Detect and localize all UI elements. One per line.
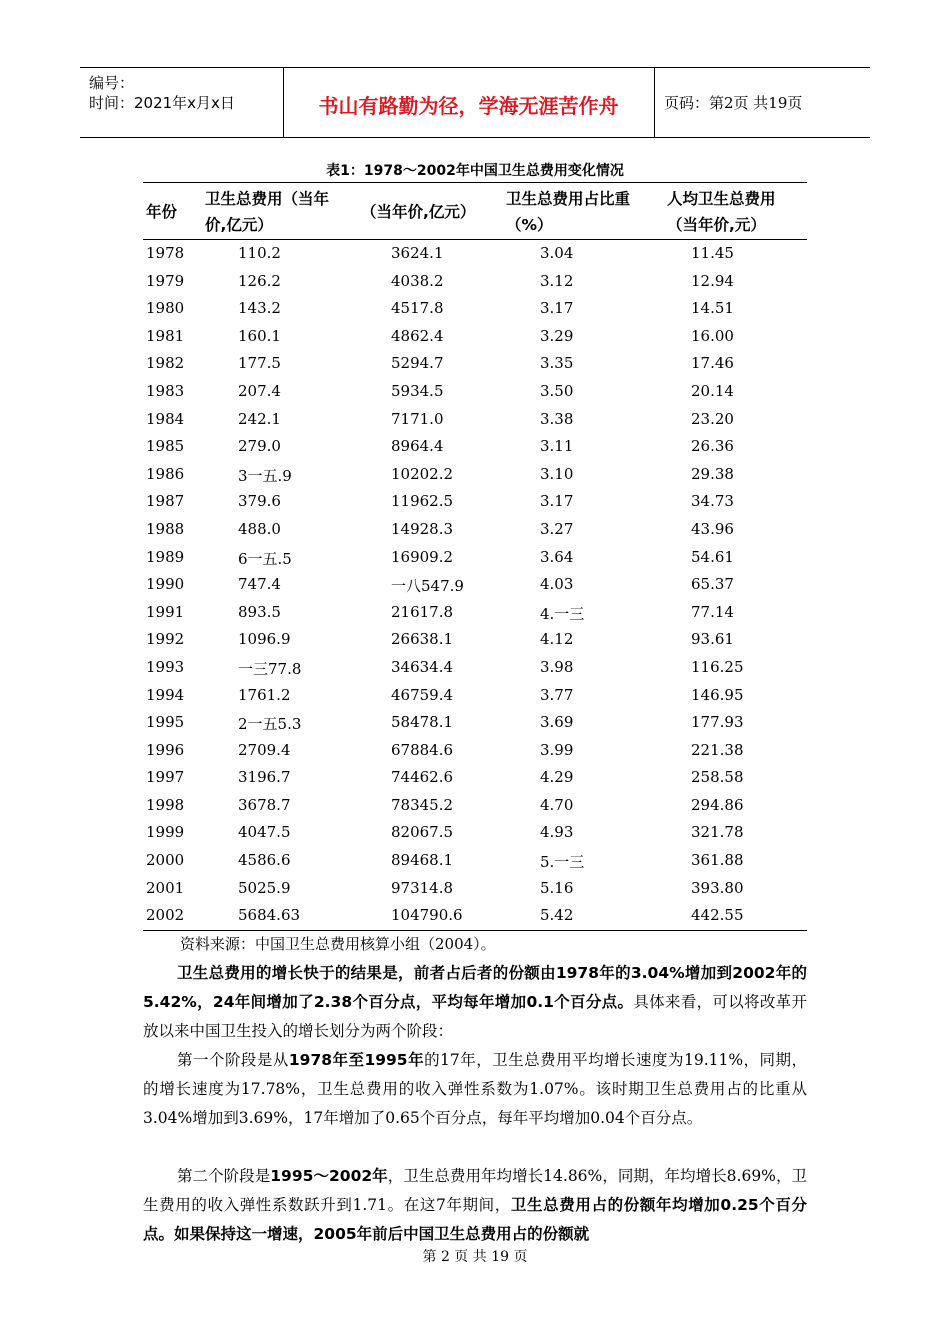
cell-gdp: 34634.4	[391, 657, 454, 676]
document-number-label: 编号：	[89, 74, 135, 92]
cell-per-capita: 146.95	[691, 685, 744, 704]
cell-total-expenditure: 126.2	[238, 271, 281, 290]
cell-share: 3.12	[540, 271, 574, 290]
header-page-cell	[654, 68, 870, 137]
cell-gdp: 16909.2	[391, 547, 454, 566]
cell-year: 1994	[146, 685, 185, 704]
cell-year: 1979	[146, 271, 185, 290]
page-footer: 第 2 页 共 19 页	[422, 1249, 528, 1265]
table-row	[143, 544, 807, 572]
paragraph-1-text: 具体来看，可以将改革开放以来中国卫生投入的增长划分为两个阶段：	[143, 993, 807, 1040]
cell-gdp: 10202.2	[391, 464, 454, 483]
paragraph-3	[143, 1162, 807, 1249]
table-row	[143, 819, 807, 847]
cell-per-capita: 16.00	[691, 326, 734, 345]
cell-per-capita: 34.73	[691, 492, 734, 511]
cell-total-expenditure: 488.0	[238, 519, 281, 538]
cell-total-expenditure: 3196.7	[238, 768, 291, 787]
cell-per-capita: 20.14	[691, 381, 734, 400]
table-body	[143, 240, 807, 930]
cell-share: 4.29	[540, 768, 574, 787]
table-row	[143, 433, 807, 461]
paragraph-1-bold: 卫生总费用的增长快于的结果是，前者占后者的份额由1978年的3.04%增加到2002年的5.42%，24年间增加了2.38个百分点，平均每年增加0.1个百分点。	[143, 964, 807, 1011]
cell-per-capita: 23.20	[691, 409, 734, 428]
cell-per-capita: 393.80	[691, 878, 744, 897]
table-top-rule	[143, 182, 807, 183]
table-row	[143, 571, 807, 599]
cell-year: 1988	[146, 519, 185, 538]
cell-share: 3.64	[540, 547, 574, 566]
cell-year: 1981	[146, 326, 185, 345]
paragraph-2-text-b: 的17年，卫生总费用平均增长速度为19.11%，同期，的增长速度为17.78%，卫生总费用的收入弹性系数为1.07%。该时期卫生总费用占的比重从3.04%增加到3.69%，17年增加了0.65个百分点，每年平均增加0.04个百分点。	[143, 1051, 807, 1127]
cell-per-capita: 77.14	[691, 602, 734, 621]
table-bottom-rule	[143, 930, 807, 931]
cell-share: 3.98	[540, 657, 574, 676]
cell-share: 3.69	[540, 713, 574, 732]
header-total-expenditure-line2: 价,亿元）	[205, 216, 273, 234]
table-row	[143, 268, 807, 296]
cell-per-capita: 12.94	[691, 271, 734, 290]
cell-gdp: 58478.1	[391, 713, 454, 732]
paragraph-2-text-a: 第一个阶段是从	[177, 1051, 289, 1069]
health-expenditure-table	[143, 182, 807, 930]
table-row	[143, 654, 807, 682]
cell-total-expenditure: 1761.2	[238, 685, 291, 704]
cell-total-expenditure: 207.4	[238, 381, 281, 400]
table-row	[143, 626, 807, 654]
table-row	[143, 764, 807, 792]
table-source-note: 资料来源：中国卫生总费用核算小组（2004）。	[180, 935, 496, 953]
cell-per-capita: 321.78	[691, 823, 744, 842]
cell-gdp: 8964.4	[391, 437, 444, 456]
table-row	[143, 875, 807, 903]
cell-year: 1986	[146, 464, 185, 483]
cell-gdp: 一八547.9	[391, 577, 464, 596]
cell-total-expenditure: 893.5	[238, 602, 281, 621]
cell-year: 1980	[146, 299, 185, 318]
cell-gdp: 4038.2	[391, 271, 444, 290]
cell-year: 1987	[146, 492, 185, 511]
paragraph-2-bold: 1978年至1995年	[288, 1051, 425, 1069]
header-per-capita-line2: （当年价,元）	[667, 216, 766, 234]
table-row	[143, 599, 807, 627]
cell-gdp: 4862.4	[391, 326, 444, 345]
header-year: 年份	[146, 203, 178, 221]
cell-per-capita: 93.61	[691, 630, 734, 649]
cell-total-expenditure: 177.5	[238, 354, 281, 373]
cell-gdp: 46759.4	[391, 685, 454, 704]
header-page-info: 页码：第2页 共19页	[664, 94, 803, 112]
cell-per-capita: 17.46	[691, 354, 734, 373]
cell-per-capita: 258.58	[691, 768, 744, 787]
cell-per-capita: 43.96	[691, 519, 734, 538]
cell-gdp: 14928.3	[391, 519, 454, 538]
cell-per-capita: 442.55	[691, 906, 744, 925]
cell-year: 2000	[146, 851, 185, 870]
header-total-expenditure-line1: 卫生总费用（当年	[205, 190, 330, 208]
header-motto-cell	[283, 68, 655, 137]
cell-share: 3.17	[540, 299, 574, 318]
cell-gdp: 89468.1	[391, 851, 454, 870]
cell-total-expenditure: 5025.9	[238, 878, 291, 897]
cell-per-capita: 14.51	[691, 299, 734, 318]
cell-year: 1991	[146, 602, 185, 621]
cell-total-expenditure: 4586.6	[238, 851, 291, 870]
cell-gdp: 5294.7	[391, 354, 444, 373]
cell-share: 4.一三	[540, 604, 585, 623]
table-row	[143, 902, 807, 930]
page-header	[80, 67, 870, 138]
cell-share: 3.77	[540, 685, 574, 704]
cell-share: 4.12	[540, 630, 574, 649]
cell-gdp: 4517.8	[391, 299, 444, 318]
header-share-line1: 卫生总费用占比重	[506, 190, 631, 208]
cell-total-expenditure: 5684.63	[238, 906, 301, 925]
table-row	[143, 792, 807, 820]
header-share-line2: （%）	[506, 216, 553, 234]
cell-share: 4.03	[540, 575, 574, 594]
table-row	[143, 323, 807, 351]
cell-year: 1983	[146, 381, 185, 400]
cell-year: 1982	[146, 354, 185, 373]
cell-gdp: 82067.5	[391, 823, 454, 842]
cell-per-capita: 65.37	[691, 575, 734, 594]
cell-year: 1989	[146, 547, 185, 566]
cell-gdp: 97314.8	[391, 878, 454, 897]
cell-gdp: 74462.6	[391, 768, 454, 787]
table-row	[143, 461, 807, 489]
cell-share: 3.10	[540, 464, 574, 483]
cell-share: 3.11	[540, 437, 574, 456]
cell-year: 1999	[146, 823, 185, 842]
cell-gdp: 7171.0	[391, 409, 444, 428]
cell-per-capita: 221.38	[691, 740, 744, 759]
table-row	[143, 406, 807, 434]
cell-year: 1984	[146, 409, 185, 428]
table-row	[143, 488, 807, 516]
cell-per-capita: 177.93	[691, 713, 744, 732]
table-row	[143, 682, 807, 710]
paragraph-3-bold-a: 1995～2002年	[270, 1167, 388, 1185]
cell-year: 1997	[146, 768, 185, 787]
cell-share: 3.38	[540, 409, 574, 428]
cell-total-expenditure: 2709.4	[238, 740, 291, 759]
cell-gdp: 67884.6	[391, 740, 454, 759]
cell-share: 4.93	[540, 823, 574, 842]
cell-total-expenditure: 279.0	[238, 437, 281, 456]
paragraph-3-text-b: ，卫生总费用年均增长14.86%，同期，年均增长8.69%，卫生费用的收入弹性系数跃升到1.71。在这7年期间，	[143, 1167, 807, 1214]
cell-year: 1985	[146, 437, 185, 456]
cell-total-expenditure: 6一五.5	[238, 549, 292, 568]
cell-gdp: 104790.6	[391, 906, 463, 925]
table-row	[143, 516, 807, 544]
cell-per-capita: 116.25	[691, 657, 744, 676]
paragraph-1	[143, 959, 807, 1046]
cell-per-capita: 11.45	[691, 244, 734, 262]
cell-per-capita: 294.86	[691, 795, 744, 814]
cell-gdp: 5934.5	[391, 381, 444, 400]
cell-per-capita: 361.88	[691, 851, 744, 870]
table-row	[143, 709, 807, 737]
cell-total-expenditure: 160.1	[238, 326, 281, 345]
cell-year: 1993	[146, 657, 185, 676]
cell-per-capita: 26.36	[691, 437, 734, 456]
cell-per-capita: 54.61	[691, 547, 734, 566]
header-per-capita-line1: 人均卫生总费用	[667, 190, 776, 208]
cell-share: 5.16	[540, 878, 574, 897]
cell-year: 1992	[146, 630, 185, 649]
cell-total-expenditure: 3678.7	[238, 795, 291, 814]
cell-gdp: 26638.1	[391, 630, 454, 649]
header-meta	[80, 68, 284, 137]
cell-total-expenditure: 2一五5.3	[238, 715, 302, 734]
cell-per-capita: 29.38	[691, 464, 734, 483]
table-row	[143, 737, 807, 765]
cell-total-expenditure: 110.2	[238, 244, 281, 262]
header-motto: 书山有路勤为径，学海无涯苦作舟	[318, 94, 619, 118]
cell-total-expenditure: 3一五.9	[238, 466, 292, 485]
paragraph-2	[143, 1046, 807, 1133]
cell-year: 2001	[146, 878, 185, 897]
cell-total-expenditure: 4047.5	[238, 823, 291, 842]
cell-gdp: 11962.5	[391, 492, 454, 511]
cell-share: 4.70	[540, 795, 574, 814]
cell-total-expenditure: 242.1	[238, 409, 281, 428]
cell-year: 2002	[146, 906, 185, 925]
cell-share: 3.27	[540, 519, 574, 538]
cell-share: 3.99	[540, 740, 574, 759]
cell-year: 1996	[146, 740, 185, 759]
cell-gdp: 78345.2	[391, 795, 454, 814]
cell-total-expenditure: 一三77.8	[238, 659, 302, 678]
cell-share: 3.50	[540, 381, 574, 400]
document-time-label: 时间：2021年x月x日	[89, 94, 235, 112]
cell-year: 1990	[146, 575, 185, 594]
table-row	[143, 847, 807, 875]
cell-share: 3.29	[540, 326, 574, 345]
cell-share: 3.17	[540, 492, 574, 511]
cell-year: 1998	[146, 795, 185, 814]
table-row	[143, 350, 807, 378]
table-row	[143, 240, 807, 268]
cell-gdp: 3624.1	[391, 244, 444, 262]
cell-share: 5.一三	[540, 853, 585, 872]
cell-share: 3.04	[540, 244, 574, 262]
table-row	[143, 295, 807, 323]
cell-share: 5.42	[540, 906, 574, 925]
table-row	[143, 378, 807, 406]
cell-total-expenditure: 1096.9	[238, 630, 291, 649]
paragraph-3-text-a: 第二个阶段是	[177, 1167, 271, 1185]
table-caption: 表1：1978～2002年中国卫生总费用变化情况	[326, 163, 624, 179]
cell-gdp: 21617.8	[391, 602, 454, 621]
cell-total-expenditure: 379.6	[238, 492, 281, 511]
cell-year: 1995	[146, 713, 185, 732]
cell-share: 3.35	[540, 354, 574, 373]
cell-total-expenditure: 747.4	[238, 575, 281, 594]
paragraph-3-bold-b: 卫生总费用占的份额年均增加0.25个百分点。如果保持这一增速，2005年前后中国卫生总费用占的份额就	[143, 1196, 808, 1243]
cell-total-expenditure: 143.2	[238, 299, 281, 318]
header-gdp: （当年价,亿元）	[361, 203, 476, 221]
cell-year: 1978	[146, 244, 185, 262]
